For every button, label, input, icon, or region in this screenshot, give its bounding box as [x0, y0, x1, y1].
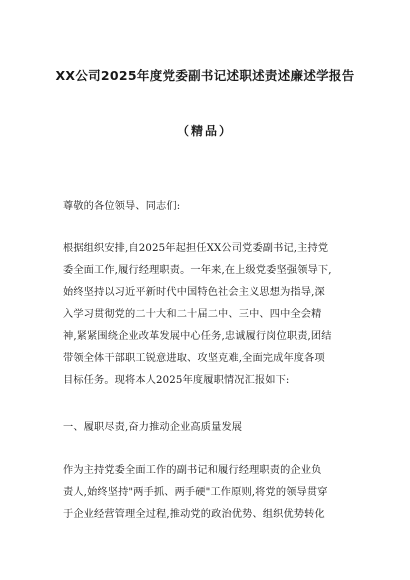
paragraph-1-line: 始终坚持以习近平新时代中国特色社会主义思想为指导,深	[63, 287, 325, 298]
paragraph-2-line: 作为主持党委全面工作的副书记和履行经理职责的企业负	[63, 465, 322, 476]
paragraph-1-line: 带领全体干部职工锐意进取、攻坚克难,全面完成年度各项	[63, 353, 325, 364]
section-heading: 一、履职尽责,奋力推动企业高质量发展	[63, 422, 243, 433]
paragraph-1-line: 根据组织安排,自2025年起担任XX公司党委副书记,主持党	[63, 243, 329, 254]
paragraph-1-line: 委全面工作,履行经理职责。一年来,在上级党委坚强领导下,	[63, 265, 332, 276]
paragraph-2-line: 于企业经营管理全过程,推动党的政治优势、组织优势转化	[63, 509, 325, 520]
paragraph-1-line: 目标任务。现将本人2025年度履职情况汇报如下:	[63, 375, 290, 386]
paragraph-1-line: 神,紧紧围绕企业改革发展中心任务,忠诚履行岗位职责,团结	[63, 331, 332, 342]
paragraph-2-line: 责人,始终坚持"两手抓、两手硬"工作原则,将党的领导贯穿	[63, 487, 328, 498]
salutation: 尊敬的各位领导、同志们:	[63, 201, 181, 212]
document-title: XX公司2025年度党委副书记述职述责述廉述学报告	[55, 68, 355, 83]
paragraph-1-line: 入学习贯彻党的二十大和二十届二中、三中、四中全会精	[63, 309, 322, 320]
document-subtitle: （精品）	[176, 124, 233, 138]
